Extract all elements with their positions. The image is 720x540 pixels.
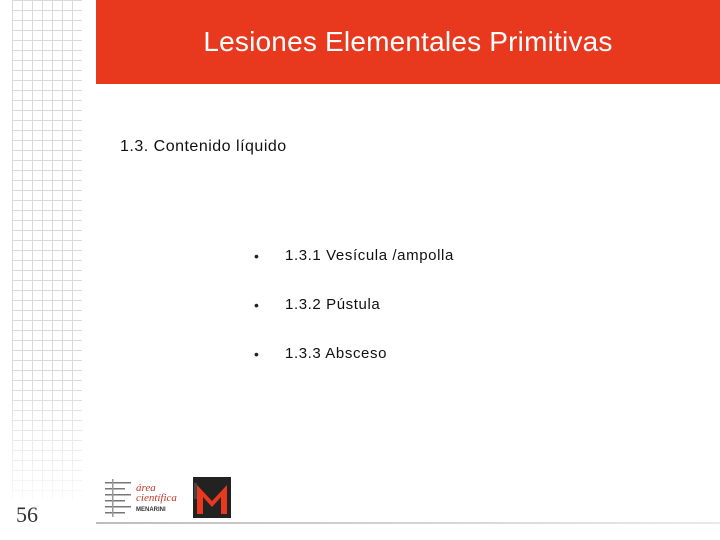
title-bar (96, 0, 720, 84)
section-heading: 1.3. Contenido líquido (120, 138, 287, 155)
list-item-label: 1.3.3 Absceso (285, 345, 388, 362)
grid-fade (12, 0, 82, 500)
list-item-label: 1.3.2 Pústula (285, 296, 381, 313)
logo-line1: área (136, 482, 156, 494)
bullet-list (254, 231, 454, 378)
area-cientifica-logo (103, 479, 187, 517)
list-item-label: 1.3.1 Vesícula /ampolla (285, 247, 454, 264)
menarini-m-logo-icon (193, 477, 231, 518)
list-item (254, 231, 454, 280)
logo-bars-icon (103, 479, 135, 517)
page-number: 56 (16, 502, 38, 527)
bullet-icon: • (254, 296, 260, 313)
slide-title: Lesiones Elementales Primitivas (203, 26, 613, 57)
logo-line2: científica (136, 492, 177, 504)
footer-divider (96, 522, 720, 524)
list-item (254, 329, 454, 378)
logo-brand: MENARINI (136, 507, 166, 513)
list-item (254, 280, 454, 329)
bullet-icon: • (254, 247, 260, 264)
bullet-icon: • (254, 345, 260, 362)
